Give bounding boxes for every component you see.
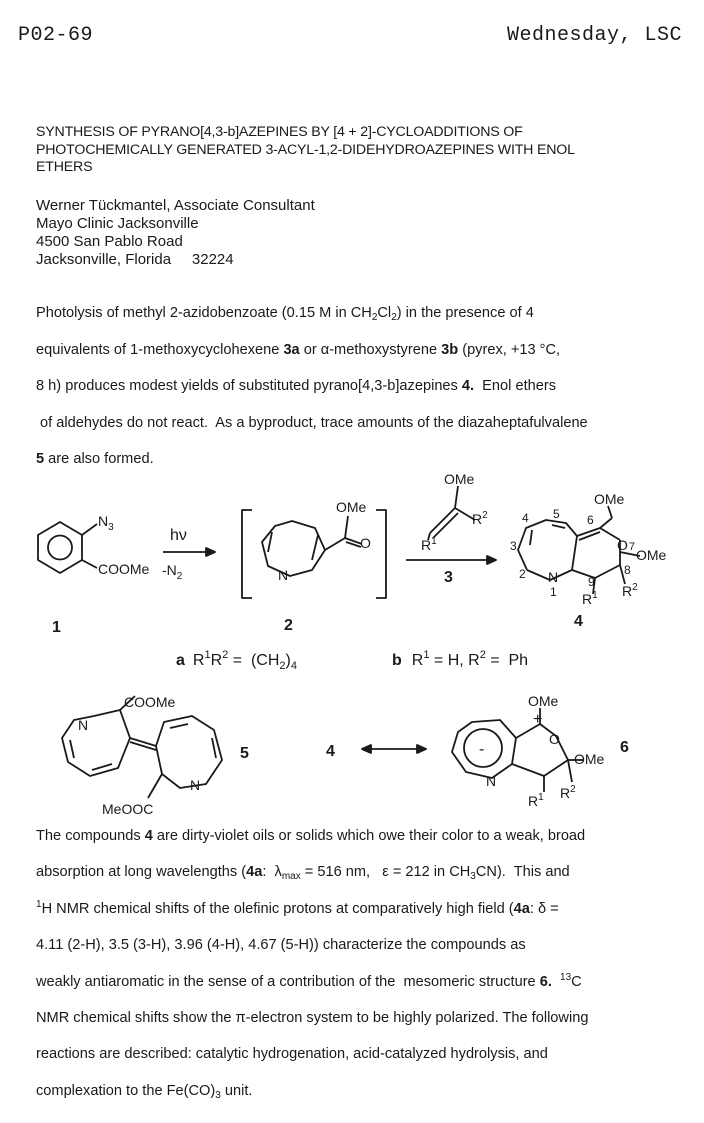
text-line: $^1$H NMR chemical shifts of the olefinic protons at comparatively high field (4a: δ = (36, 898, 559, 917)
label-r2-3: $R^2$ (472, 510, 488, 527)
label-r2-4: $R^2$ (622, 582, 638, 599)
label-o-2: O (360, 535, 371, 551)
abstract-code: P02-69 (18, 24, 94, 47)
text-line: equivalents of 1-methoxycyclohexene 3a or α-methoxystyrene 3b (pyrex, +13 °C, (36, 341, 561, 358)
bracket-right (376, 510, 386, 598)
text-line: Photolysis of methyl 2-azidobenzoate (0.15 M in $CH_2Cl_2$) in the presence of 4 (36, 305, 534, 323)
label-minus-6: - (479, 741, 485, 758)
position-4: 4 (522, 511, 529, 525)
label-ome-3: OMe (444, 471, 475, 487)
text-line: NMR chemical shifts show the π-electron system to be highly polarized. The following (36, 1009, 589, 1026)
label-hv: hν (170, 527, 187, 544)
text-line: The compounds 4 are dirty-violet oils or solids which owe their color to a weak, broad (36, 828, 586, 844)
benzene-ring-1 (38, 522, 97, 573)
label-ome6-4: OMe (594, 491, 625, 507)
position-5: 5 (553, 507, 560, 521)
label-ome-2: OMe (336, 499, 367, 515)
title-line: ETHERS (36, 159, 93, 175)
label-r1-3: $R^1$ (421, 536, 437, 553)
city-address: Jacksonville, Florida 32224 (36, 251, 234, 268)
street-address: 4500 San Pablo Road (36, 233, 183, 250)
label-meooc-5: MeOOC (102, 801, 154, 817)
compound-number-4-resonance: 4 (326, 743, 335, 760)
title-line: PHOTOCHEMICALLY GENERATED 3-ACYL-1,2-DIDEHYDROAZEPINES WITH ENOL (36, 141, 575, 158)
abstract-paragraph-2 (36, 826, 676, 1117)
label-n3: $N_3$ (98, 513, 114, 533)
text-line: of aldehydes do not react. As a byproduct, trace amounts of the diazaheptafulvalene (36, 414, 588, 431)
compound-number-6: 6 (620, 739, 629, 756)
label-n-6: N (486, 773, 497, 789)
position-1: 1 (550, 585, 557, 599)
substituent-legend-b: b $R^1 = H$, $R^2 = Ph$ (392, 649, 529, 669)
text-line: weakly antiaromatic in the sense of a contribution of the mesomeric structure 6. $^{13}$C (36, 971, 582, 990)
label-n-bot-5: N (190, 777, 201, 793)
label-r1-4: $R^1$ (582, 590, 598, 607)
reagent-number-3: 3 (444, 569, 453, 586)
position-3: 3 (510, 539, 517, 553)
text-line: absorption at long wavelengths (4a: $\lambda_{max} = 516$ nm, ε = 212 in $CH_3CN$). This and (36, 864, 570, 883)
affiliation: Mayo Clinic Jacksonville (36, 215, 199, 232)
position-9: 9 (588, 575, 595, 589)
text-line: 4.11 (2-H), 3.5 (3-H), 3.96 (4-H), 4.67 (5-H)) characterize the compounds as (36, 937, 526, 954)
text-line: reactions are described: catalytic hydrogenation, acid-catalyzed hydrolysis, and (36, 1046, 548, 1063)
text-line: 8 h) produces modest yields of substituted pyrano[4,3-b]azepines 4. Enol ethers (36, 378, 557, 394)
author-name: Werner Tückmantel, Associate Consultant (36, 197, 315, 214)
label-r2-6: $R^2$ (560, 784, 576, 801)
position-2: 2 (519, 567, 526, 581)
label-ome8-4: OMe (636, 547, 667, 563)
label-n-2: N (278, 567, 289, 583)
bracket-left (242, 510, 252, 598)
label-ome-top-6: OMe (528, 693, 559, 709)
label-n-top-5: N (78, 717, 89, 733)
label-o7-4: O7 (617, 537, 636, 553)
label-r1-6: $R^1$ (528, 792, 544, 809)
label-o-6: O (549, 731, 560, 747)
text-line: 5 are also formed. (36, 451, 154, 467)
position-6: 6 (587, 513, 594, 527)
mesomeric-structure-6 (452, 708, 584, 792)
substituent-legend-a: a $R^1R^2 = (CH_2)_4$ (176, 649, 297, 672)
session-label: Wednesday, LSC (506, 24, 682, 47)
position-8: 8 (624, 563, 631, 577)
label-minus-n2: $-N_2$ (162, 562, 183, 582)
compound-number-4: 4 (574, 613, 583, 630)
title-line: SYNTHESIS OF PYRANO[4,3-b]AZEPINES BY [4 + 2]-CYCLOADDITIONS OF (36, 124, 523, 140)
azepine-ring-2 (262, 516, 362, 576)
label-plus-6: + (533, 711, 543, 728)
label-ome-6: OMe (574, 751, 605, 767)
label-n-4: N (548, 569, 559, 585)
compound-number-5: 5 (240, 745, 249, 762)
label-coome-5: COOMe (124, 694, 176, 710)
enol-ether-3 (428, 486, 475, 540)
text-line: complexation to the $Fe(CO)_3$ unit. (36, 1082, 253, 1101)
compound-number-1: 1 (52, 619, 61, 636)
compound-number-2: 2 (284, 617, 293, 634)
label-coome-1: COOMe (98, 561, 150, 577)
